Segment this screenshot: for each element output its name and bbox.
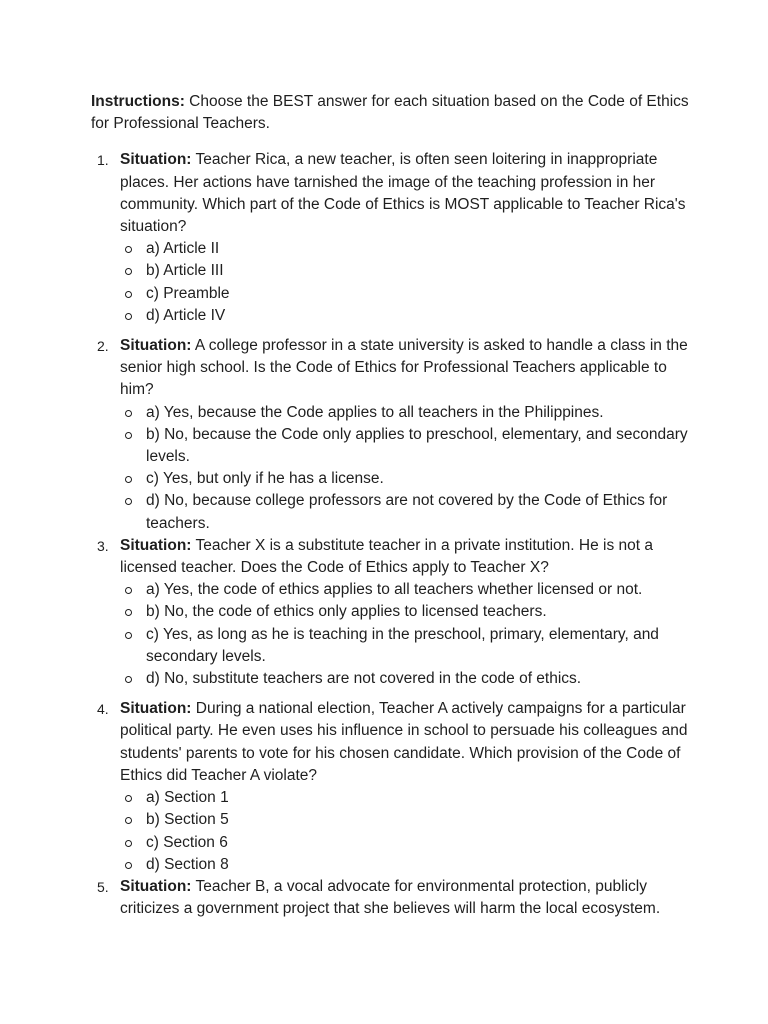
option-item [120, 424, 691, 468]
question-text [120, 335, 691, 402]
option-item [120, 624, 691, 668]
document-page [91, 91, 691, 920]
question-3 [91, 535, 691, 690]
option-list [120, 238, 691, 327]
circle-bullet-icon [125, 410, 132, 417]
option-text: d) Article IV [146, 306, 226, 324]
option-item [120, 260, 691, 282]
circle-bullet-icon [125, 609, 132, 616]
question-2 [91, 335, 691, 535]
option-item [120, 490, 691, 534]
situation-label: Situation: [120, 536, 192, 554]
question-number: 1. [97, 152, 109, 169]
question-number: 4. [97, 701, 109, 718]
option-item [120, 402, 691, 424]
option-item [120, 283, 691, 305]
option-list [120, 402, 691, 535]
option-text: b) No, because the Code only applies to preschool, elementary, and secondary levels. [146, 425, 688, 466]
circle-bullet-icon [125, 587, 132, 594]
situation-text: A college professor in a state university is asked to handle a class in the senior high school. Is the Code of Ethics for Professional Teachers applicable to him? [120, 337, 688, 399]
option-item [120, 579, 691, 601]
situation-text: Teacher X is a substitute teacher in a private institution. He is not a licensed teacher. Does the Code of Ethics apply to Teacher X? [120, 536, 653, 577]
circle-bullet-icon [125, 817, 132, 824]
option-text: d) No, substitute teachers are not covered in the code of ethics. [146, 670, 582, 688]
instructions-label: Instructions: [91, 93, 185, 110]
situation-label: Situation: [120, 877, 192, 895]
circle-bullet-icon [125, 476, 132, 483]
circle-bullet-icon [125, 291, 132, 298]
situation-text: Teacher Rica, a new teacher, is often seen loitering in inappropriate places. Her actions have tarnished the image of the teaching profession in her community. Which part of the Code of Ethics is MOST applicable to Teacher Rica's situation? [120, 151, 686, 236]
option-item [120, 238, 691, 260]
situation-label: Situation: [120, 151, 192, 169]
circle-bullet-icon [125, 498, 132, 505]
question-number: 2. [97, 338, 109, 355]
question-list [91, 149, 691, 920]
option-text: a) Article II [146, 240, 220, 258]
situation-label: Situation: [120, 337, 192, 355]
instructions [91, 91, 691, 135]
option-text: a) Yes, because the Code applies to all teachers in the Philippines. [146, 403, 604, 421]
option-list [120, 579, 691, 690]
circle-bullet-icon [125, 840, 132, 847]
question-text [120, 698, 691, 787]
situation-text: During a national election, Teacher A actively campaigns for a particular political party. He even uses his influence in school to persuade his colleagues and students' parents to vote for his chosen candidate. Which provision of the Code of Ethics did Teacher A violate? [120, 700, 688, 784]
option-item [120, 787, 691, 809]
question-text [120, 149, 691, 238]
question-text [120, 876, 691, 920]
option-list [120, 787, 691, 876]
option-text: d) No, because college professors are not covered by the Code of Ethics for teachers. [146, 492, 668, 532]
circle-bullet-icon [125, 246, 132, 253]
situation-text: Teacher B, a vocal advocate for environmental protection, publicly criticizes a government project that she believes will harm the local ecosystem. [120, 877, 661, 918]
option-text: c) Yes, as long as he is teaching in the preschool, primary, elementary, and secondary levels. [146, 625, 659, 665]
situation-label: Situation: [120, 700, 192, 718]
circle-bullet-icon [125, 432, 132, 439]
option-text: b) Article III [146, 262, 224, 280]
question-5 [91, 876, 691, 920]
question-text [120, 535, 691, 579]
question-4 [91, 698, 691, 876]
instructions-text: Choose the BEST answer for each situation based on the Code of Ethics for Professional Teachers. [91, 93, 689, 133]
question-number: 3. [97, 537, 109, 554]
option-item [120, 809, 691, 831]
circle-bullet-icon [125, 313, 132, 320]
circle-bullet-icon [125, 632, 132, 639]
option-text: d) Section 8 [146, 855, 229, 873]
option-text: a) Section 1 [146, 789, 229, 807]
option-item [120, 468, 691, 490]
option-item [120, 668, 691, 690]
option-item [120, 305, 691, 327]
option-text: b) No, the code of ethics only applies to licensed teachers. [146, 603, 547, 621]
circle-bullet-icon [125, 676, 132, 683]
option-item [120, 854, 691, 876]
option-text: c) Preamble [146, 284, 230, 302]
question-1 [91, 149, 691, 327]
circle-bullet-icon [125, 862, 132, 869]
question-number: 5. [97, 878, 109, 895]
option-text: a) Yes, the code of ethics applies to all teachers whether licensed or not. [146, 581, 643, 599]
option-text: c) Yes, but only if he has a license. [146, 470, 384, 488]
option-item [120, 601, 691, 623]
option-item [120, 832, 691, 854]
option-text: b) Section 5 [146, 811, 229, 829]
option-text: c) Section 6 [146, 833, 228, 851]
circle-bullet-icon [125, 268, 132, 275]
circle-bullet-icon [125, 795, 132, 802]
